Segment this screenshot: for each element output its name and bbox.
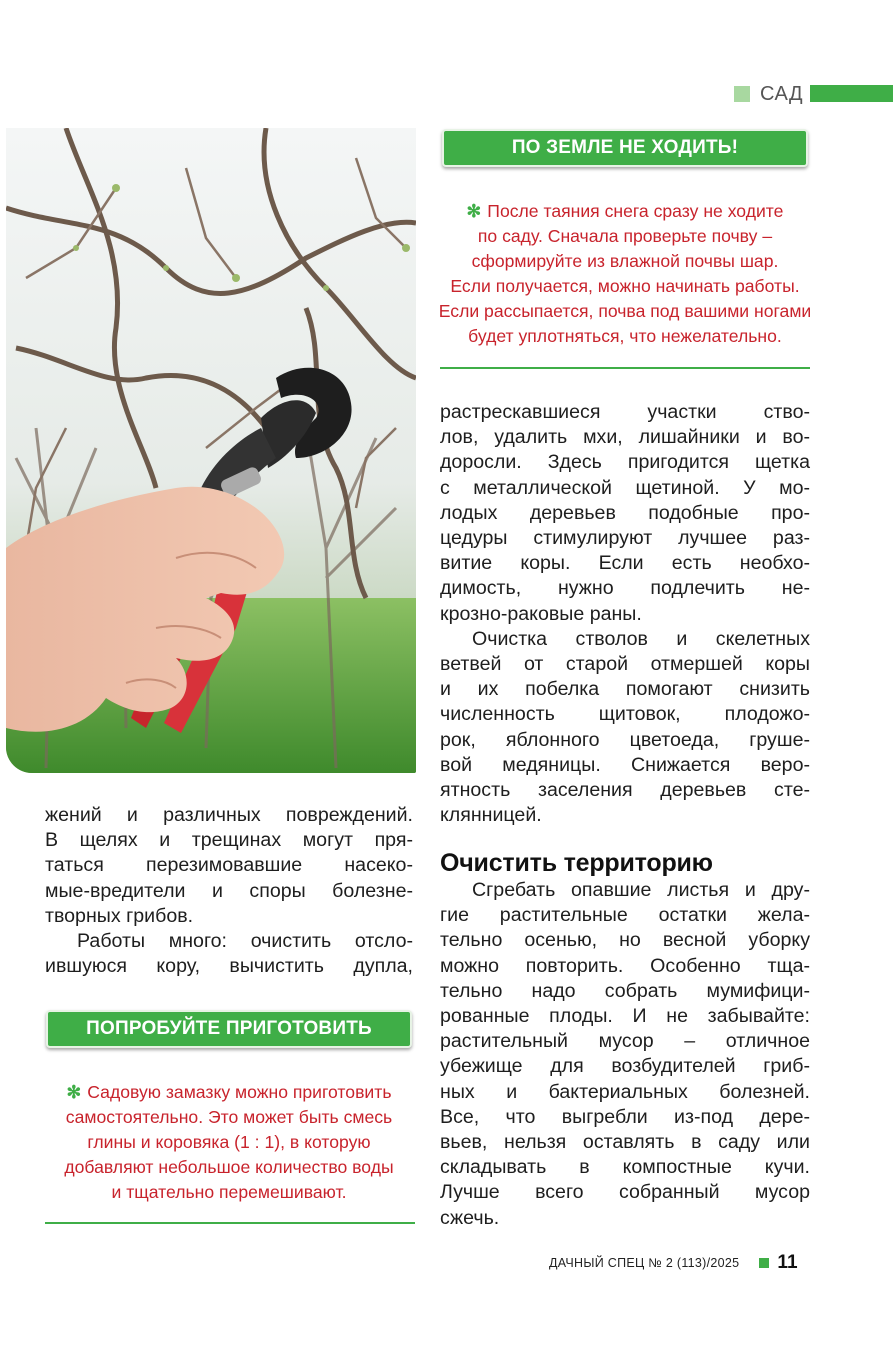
text-line: крозно-раковые раны. bbox=[440, 602, 642, 625]
section-square bbox=[734, 86, 750, 102]
footer-square bbox=[759, 1258, 769, 1268]
asterisk-icon: ✻ bbox=[66, 1082, 82, 1102]
text-line: В щелях и трещинах могут пря- bbox=[45, 829, 413, 852]
tip-bottom-text bbox=[44, 1080, 414, 1205]
tip-top-line: будет уплотняться, что нежелательно. bbox=[468, 326, 782, 346]
text-line: цедуры стимулируют лучшее раз- bbox=[440, 527, 810, 550]
section-bar bbox=[810, 85, 893, 102]
text-line: мые-вредители и споры болезне- bbox=[45, 879, 413, 902]
tip-bottom-line: самостоятельно. Это может быть смесь bbox=[65, 1107, 393, 1127]
text-line: ветвей от старой отмершей коры bbox=[440, 653, 810, 676]
tip-top-heading bbox=[442, 129, 808, 167]
tip-bottom-line: глины и коровяка (1 : 1), в которую bbox=[87, 1132, 371, 1152]
text-line: можно повторить. Особенно тща- bbox=[440, 954, 810, 977]
text-line: с металлической щетиной. У мо- bbox=[440, 476, 810, 499]
tip-top-line: Если получается, можно начинать работы. bbox=[450, 276, 800, 296]
section-label: САД bbox=[760, 82, 804, 105]
text-line: и их побелка помогают снизить bbox=[440, 678, 810, 701]
section-heading: Очистить территорию bbox=[440, 849, 713, 877]
text-line: рованные плоды. И не забывайте: bbox=[440, 1005, 810, 1028]
tip-top-title: ПО ЗЕМЛЕ НЕ ХОДИТЬ! bbox=[511, 137, 739, 158]
text-line: клянницей. bbox=[440, 804, 542, 827]
page-footer bbox=[549, 1252, 798, 1274]
text-line: вой медяницы. Снижается веро- bbox=[440, 753, 810, 776]
text-line: тельно осенью, но весной уборку bbox=[440, 929, 810, 952]
section-tag bbox=[734, 84, 803, 104]
text-line: лодых деревьев подобные про- bbox=[440, 501, 810, 524]
text-line: складывать в компостные кучи. bbox=[440, 1156, 810, 1179]
photo-illustration bbox=[6, 128, 416, 773]
text-line: численность щитовок, плодожо- bbox=[440, 703, 810, 726]
tip-top-line: Если рассыпается, почва под вашими ногами bbox=[438, 301, 812, 321]
tip-bottom-heading bbox=[46, 1010, 412, 1048]
text-line: таться перезимовавшие насеко- bbox=[45, 854, 413, 877]
text-line: ившуюся кору, вычистить дупла, bbox=[45, 955, 413, 978]
text-line: растрескавшиеся участки ство- bbox=[440, 401, 810, 423]
right-column-text bbox=[440, 400, 810, 828]
text-line: убежище для возбудителей гриб- bbox=[440, 1055, 810, 1078]
text-line: жений и различных повреждений. bbox=[45, 804, 413, 826]
text-line: рок, яблонного цветоеда, груше- bbox=[440, 728, 810, 751]
page-number: 11 bbox=[777, 1252, 798, 1273]
text-line: доросли. Здесь пригодится щетка bbox=[440, 451, 810, 474]
text-line: Работы много: очистить отсло- bbox=[77, 930, 413, 953]
tip-bottom-title: ПОПРОБУЙТЕ ПРИГОТОВИТЬ bbox=[86, 1018, 372, 1039]
right-column-text-2 bbox=[440, 878, 810, 1231]
text-line: Лучше всего собранный мусор bbox=[440, 1181, 810, 1204]
text-line: димость, нужно подлечить не- bbox=[440, 577, 810, 600]
text-line: сжечь. bbox=[440, 1206, 500, 1229]
tip-bottom-line: и тщательно перемешивают. bbox=[111, 1182, 347, 1202]
tip-bottom-line: Садовую замазку можно приготовить bbox=[87, 1082, 392, 1102]
tip-top-text bbox=[438, 199, 812, 349]
text-line: Все, что выгребли из-под дере- bbox=[440, 1105, 810, 1128]
magazine-issue: ДАЧНЫЙ СПЕЦ № 2 (113)/2025 bbox=[549, 1256, 740, 1270]
text-line: растительный мусор – отличное bbox=[440, 1030, 810, 1053]
text-line: витие коры. Если есть необхо- bbox=[440, 552, 810, 575]
text-line: ных и бактериальных болезней. bbox=[440, 1080, 810, 1103]
text-line: ятность заселения деревьев сте- bbox=[440, 779, 810, 802]
text-line: тельно надо собрать мумифици- bbox=[440, 979, 810, 1002]
photo-pruning-shears bbox=[6, 128, 416, 773]
tip-top-line: сформируйте из влажной почвы шар. bbox=[471, 251, 779, 271]
text-line: лов, удалить мхи, лишайники и во- bbox=[440, 426, 810, 449]
tip-top-line: После таяния снега сразу не ходите bbox=[487, 201, 784, 221]
text-line: Сгребать опавшие листья и дру- bbox=[472, 879, 810, 901]
text-line: Очистка стволов и скелетных bbox=[472, 627, 810, 650]
tip-bottom-line: добавляют небольшое количество воды bbox=[64, 1157, 394, 1177]
text-line: творных грибов. bbox=[45, 904, 194, 927]
left-column-text bbox=[45, 803, 413, 979]
text-line: гие растительные остатки жела- bbox=[440, 904, 810, 927]
tip-bottom-rule bbox=[45, 1222, 415, 1224]
asterisk-icon: ✻ bbox=[466, 201, 482, 221]
tip-top-line: по саду. Сначала проверьте почву – bbox=[477, 226, 773, 246]
text-line: вьев, нельзя оставлять в саду или bbox=[440, 1131, 810, 1154]
tip-top-rule bbox=[440, 367, 810, 369]
